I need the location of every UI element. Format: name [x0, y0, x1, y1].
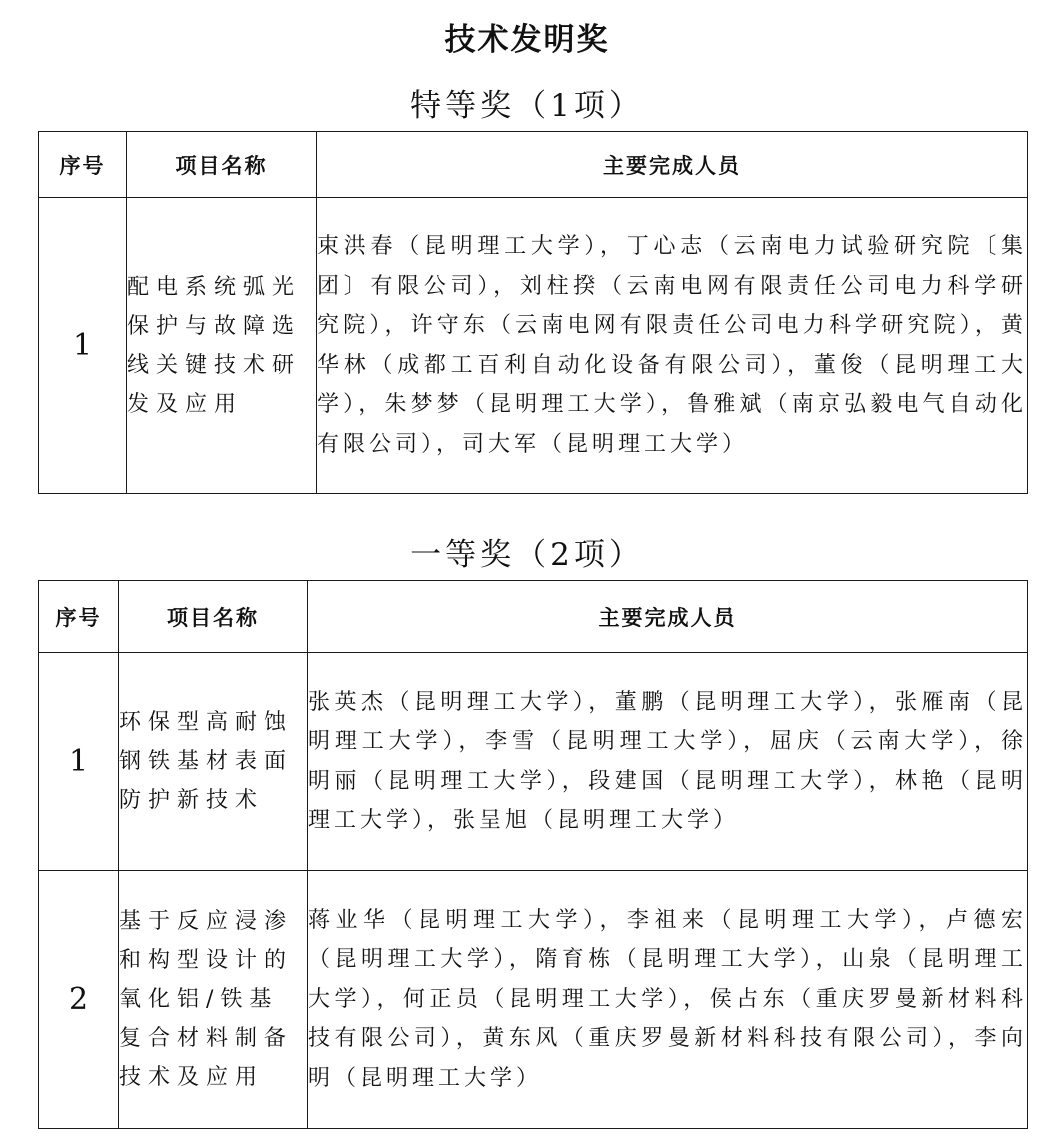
row-seq: 1 — [39, 198, 127, 494]
table-header-row — [39, 132, 1028, 198]
row-project-name: 基于反应浸渗和构型设计的氧化铝/铁基复合材料制备技术及应用 — [119, 871, 308, 1129]
section-title-first-award: 一等奖（2项） — [410, 537, 644, 573]
table-header-row — [39, 581, 1028, 653]
row-seq: 2 — [39, 871, 119, 1129]
document-title: 技术发明奖 — [444, 22, 610, 58]
column-header-seq: 序号 — [39, 132, 127, 198]
column-header-project-name: 项目名称 — [127, 132, 317, 198]
row-project-name: 环保型高耐蚀钢铁基材表面防护新技术 — [119, 653, 308, 871]
column-header-seq: 序号 — [39, 581, 119, 653]
row-main-personnel: 束洪春（昆明理工大学），丁心志（云南电力试验研究院〔集团〕有限公司），刘柱揆（云南电网有限责任公司电力科学研究院），许守东（云南电网有限责任公司电力科学研究院），黄华林（成都工百利自动化设备有限公司），董俊（昆明理工大学），朱梦梦（昆明理工大学），鲁雅斌（南京弘毅电气自动化有限公司），司大军（昆明理工大学） — [317, 198, 1028, 494]
column-header-project-name: 项目名称 — [119, 581, 308, 653]
table-row — [39, 653, 1028, 871]
row-main-personnel: 张英杰（昆明理工大学），董鹏（昆明理工大学），张雁南（昆明理工大学），李雪（昆明理工大学），屈庆（云南大学），徐明丽（昆明理工大学），段建国（昆明理工大学），林艳（昆明理工大学），张呈旭（昆明理工大学） — [308, 653, 1028, 871]
row-project-name: 配电系统弧光保护与故障选线关键技术研发及应用 — [127, 198, 317, 494]
section-title-special-award: 特等奖（1项） — [410, 88, 644, 124]
column-header-main-personnel: 主要完成人员 — [308, 581, 1028, 653]
row-main-personnel: 蒋业华（昆明理工大学），李祖来（昆明理工大学），卢德宏（昆明理工大学），隋育栋（昆明理工大学），山泉（昆明理工大学），何正员（昆明理工大学），侯占东（重庆罗曼新材料科技有限公司），黄东风（重庆罗曼新材料科技有限公司），李向明（昆明理工大学） — [308, 871, 1028, 1129]
first-award-table — [38, 580, 1028, 1129]
special-award-table — [38, 131, 1028, 494]
column-header-main-personnel: 主要完成人员 — [317, 132, 1028, 198]
table-row — [39, 198, 1028, 494]
row-seq: 1 — [39, 653, 119, 871]
table-row — [39, 871, 1028, 1129]
